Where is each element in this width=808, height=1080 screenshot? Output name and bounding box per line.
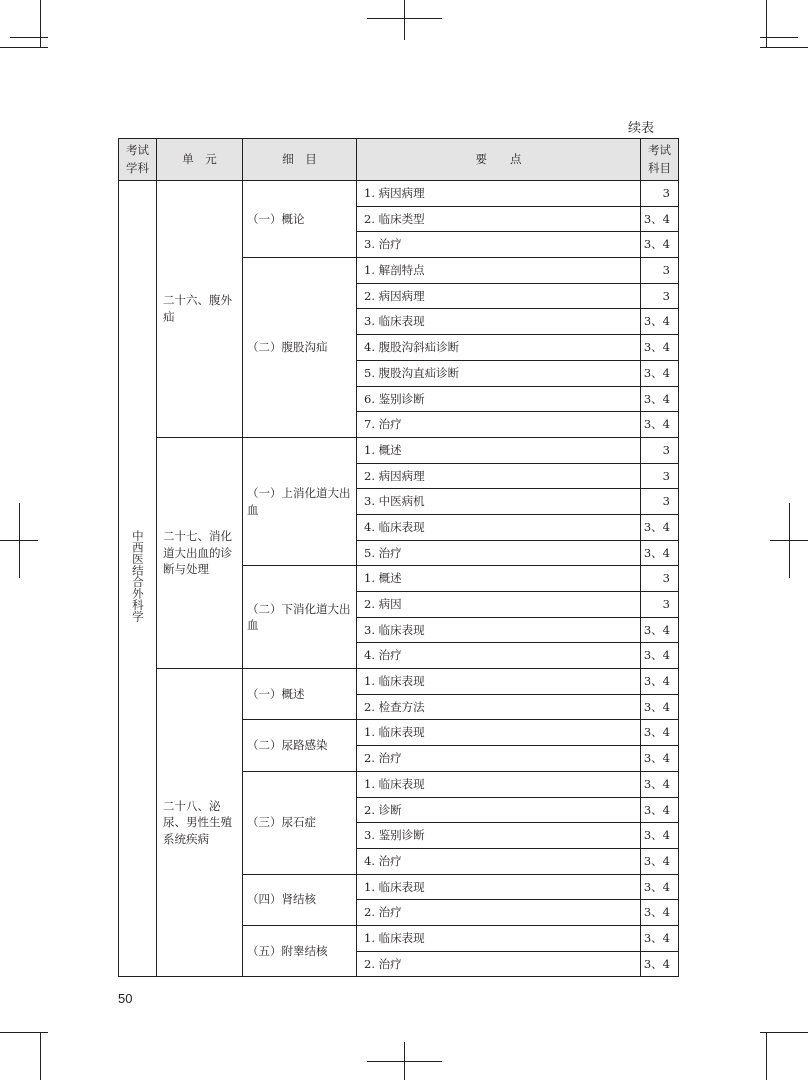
exam-cell: 3、4: [641, 232, 679, 258]
unit-cell: 二十七、消化道大出血的诊断与处理: [157, 437, 243, 668]
point-cell: 2. 治疗: [357, 951, 641, 977]
point-cell: 3. 鉴别诊断: [357, 823, 641, 849]
exam-cell: 3、4: [641, 309, 679, 335]
point-cell: 4. 治疗: [357, 848, 641, 874]
table-body: [119, 181, 679, 977]
exam-cell: 3、4: [641, 951, 679, 977]
subject-cell: [119, 181, 157, 977]
exam-cell: 3、4: [641, 848, 679, 874]
crop-mark: [0, 47, 48, 48]
item-cell: （三）尿石症: [243, 771, 357, 874]
exam-cell: 3、4: [641, 746, 679, 772]
point-cell: 3. 临床表现: [357, 309, 641, 335]
continued-label: 续表: [628, 121, 655, 136]
point-cell: 2. 病因病理: [357, 463, 641, 489]
point-cell: 3. 中医病机: [357, 489, 641, 515]
point-cell: 4. 治疗: [357, 643, 641, 669]
point-cell: 7. 治疗: [357, 412, 641, 438]
point-cell: 4. 腹股沟斜疝诊断: [357, 335, 641, 361]
item-cell: （二）腹股沟疝: [243, 258, 357, 438]
crop-mark: [40, 1032, 41, 1080]
item-cell: （一）上消化道大出血: [243, 437, 357, 565]
crop-mark: [760, 37, 798, 38]
exam-cell: 3、4: [641, 797, 679, 823]
exam-cell: 3、4: [641, 335, 679, 361]
exam-cell: 3: [641, 258, 679, 284]
header-exam: [641, 139, 679, 181]
crop-mark: [367, 18, 442, 19]
unit-cell: 二十六、腹外疝: [157, 181, 243, 438]
table-row: [119, 669, 679, 695]
header-subject: [119, 139, 157, 181]
crop-mark: [40, 0, 41, 48]
point-cell: 5. 腹股沟直疝诊断: [357, 360, 641, 386]
point-cell: 3. 治疗: [357, 232, 641, 258]
exam-cell: 3、4: [641, 823, 679, 849]
crop-mark: [367, 1061, 442, 1062]
header-row: [119, 139, 679, 181]
exam-cell: 3、4: [641, 925, 679, 951]
item-cell: （二）下消化道大出血: [243, 566, 357, 669]
exam-cell: 3: [641, 283, 679, 309]
exam-cell: 3、4: [641, 540, 679, 566]
point-cell: 1. 病因病理: [357, 181, 641, 207]
page-number: 50: [118, 991, 133, 1006]
header-subject-line1: 考试: [126, 143, 149, 158]
point-cell: 2. 诊断: [357, 797, 641, 823]
item-cell: （五）附睾结核: [243, 925, 357, 976]
exam-cell: 3、4: [641, 617, 679, 643]
header-point: 要 点: [357, 139, 641, 181]
crop-mark: [766, 1032, 767, 1080]
crop-mark: [760, 1032, 808, 1033]
item-cell: （二）尿路感染: [243, 720, 357, 771]
point-cell: 2. 检查方法: [357, 694, 641, 720]
exam-cell: 3: [641, 592, 679, 618]
exam-cell: 3: [641, 181, 679, 207]
point-cell: 2. 治疗: [357, 900, 641, 926]
crop-mark: [766, 0, 767, 48]
point-cell: 2. 病因病理: [357, 283, 641, 309]
header-item: 细 目: [243, 139, 357, 181]
subject-name: 中西医结合外科学: [130, 530, 145, 623]
point-cell: 4. 临床表现: [357, 514, 641, 540]
point-cell: 1. 概述: [357, 566, 641, 592]
header-subject-line2: 学科: [126, 160, 149, 175]
exam-cell: 3: [641, 437, 679, 463]
header-exam-line2: 科目: [648, 160, 671, 175]
crop-mark: [760, 47, 808, 48]
point-cell: 2. 临床类型: [357, 206, 641, 232]
crop-mark: [10, 37, 48, 38]
point-cell: 1. 临床表现: [357, 720, 641, 746]
point-cell: 1. 临床表现: [357, 925, 641, 951]
table-row: [119, 437, 679, 463]
exam-cell: 3、4: [641, 874, 679, 900]
exam-cell: 3、4: [641, 514, 679, 540]
exam-cell: 3、4: [641, 669, 679, 695]
point-cell: 1. 临床表现: [357, 669, 641, 695]
exam-cell: 3: [641, 489, 679, 515]
exam-cell: 3: [641, 566, 679, 592]
exam-cell: 3、4: [641, 412, 679, 438]
point-cell: 6. 鉴别诊断: [357, 386, 641, 412]
exam-cell: 3、4: [641, 206, 679, 232]
point-cell: 5. 治疗: [357, 540, 641, 566]
exam-cell: 3、4: [641, 771, 679, 797]
item-cell: （一）概述: [243, 669, 357, 720]
header-unit: 单 元: [157, 139, 243, 181]
exam-cell: 3、4: [641, 360, 679, 386]
header-exam-line1: 考试: [648, 143, 671, 158]
exam-cell: 3、4: [641, 720, 679, 746]
crop-mark: [404, 0, 405, 40]
point-cell: 2. 病因: [357, 592, 641, 618]
exam-cell: 3、4: [641, 386, 679, 412]
crop-mark: [19, 503, 20, 578]
crop-mark: [0, 1032, 48, 1033]
point-cell: 1. 解剖特点: [357, 258, 641, 284]
crop-mark: [789, 503, 790, 578]
exam-cell: 3、4: [641, 694, 679, 720]
point-cell: 3. 临床表现: [357, 617, 641, 643]
item-cell: （一）概论: [243, 181, 357, 258]
exam-cell: 3、4: [641, 643, 679, 669]
exam-cell: 3、4: [641, 900, 679, 926]
point-cell: 1. 临床表现: [357, 874, 641, 900]
point-cell: 1. 临床表现: [357, 771, 641, 797]
syllabus-table: [118, 138, 679, 977]
point-cell: 1. 概述: [357, 437, 641, 463]
unit-cell: 二十八、泌尿、男性生殖系统疾病: [157, 669, 243, 977]
point-cell: 2. 治疗: [357, 746, 641, 772]
item-cell: （四）肾结核: [243, 874, 357, 925]
exam-cell: 3: [641, 463, 679, 489]
table-row: [119, 181, 679, 207]
